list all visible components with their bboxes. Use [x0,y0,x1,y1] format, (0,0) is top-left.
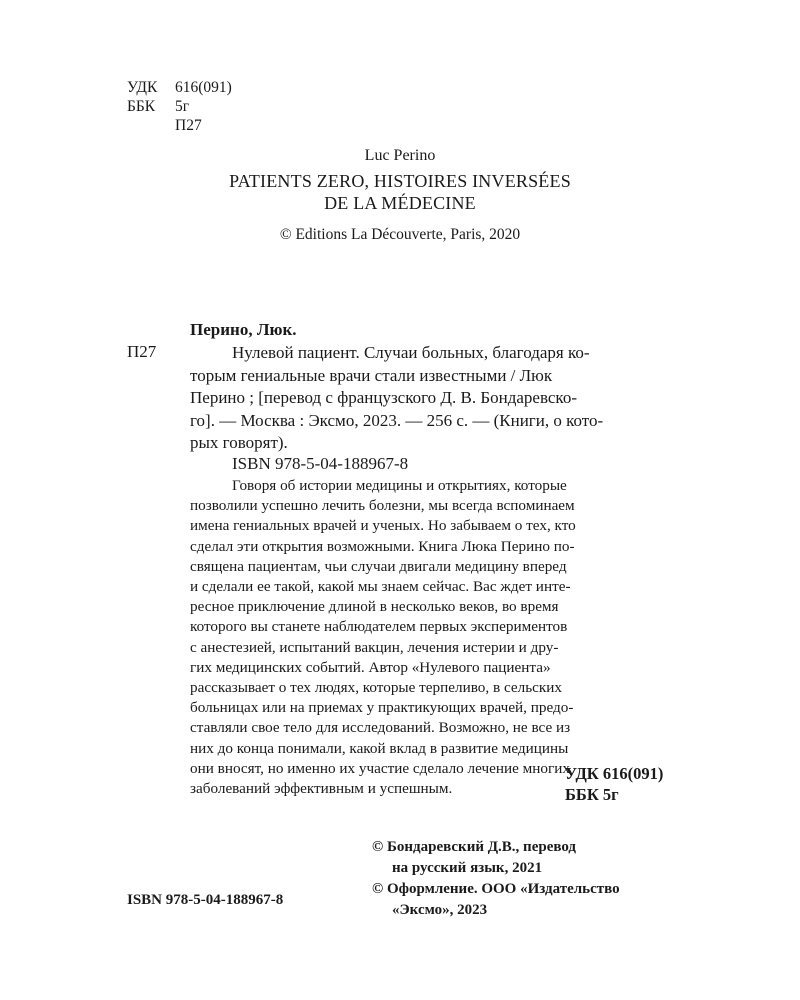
bbk-row [127,97,232,116]
annotation-line: сделал эти открытия возможными. Книга Люка Перино по- [190,537,575,555]
annotation [190,476,708,799]
original-title [0,170,800,214]
bib-line: Нулевой пациент. Случаи больных, благодаря ко- [232,343,590,362]
bib-line: торым гениальные врачи стали известными / Люк [190,365,553,385]
bbk-footer: ББК 5г [565,785,619,804]
annotation-line: ставляли свое тело для исследований. Возможно, не все из [190,719,571,737]
udk-row [127,78,232,97]
annotation-line: и сделали ее такой, какой мы знаем сейчас. Вас ждет инте- [190,578,571,596]
original-title-line-2: DE LA MÉDECINE [324,193,476,213]
original-copyright: © Editions La Découverte, Paris, 2020 [279,226,521,243]
annotation-line: гих медицинских событий. Автор «Нулевого пациента» [190,658,551,676]
udk-label: УДК [127,79,158,96]
bib-line: го]. — Москва : Эксмо, 2023. — 256 с. — (Книги, о кото- [190,410,604,430]
classification-footer [565,763,663,805]
bbk-label: ББК [127,98,156,115]
annotation-line: имена гениальных врачей и ученых. Но забываем о тех, кто [190,517,576,535]
copyright-block [372,837,620,921]
author-heading: Перино, Люк. [190,320,297,339]
original-author: Luc Perino [364,147,436,164]
annotation-line: с анестезией, испытаний вакцин, лечения истерии и дру- [190,638,559,656]
isbn-footer: ISBN 978-5-04-188967-8 [127,892,284,908]
udk-footer: УДК 616(091) [565,764,664,783]
annotation-line: больницах или на приемах у практикующих врачей, предо- [190,699,574,717]
author-mark-row [127,116,232,135]
isbn-record: ISBN 978-5-04-188967-8 [232,454,409,473]
bibliographic-description [190,342,708,455]
annotation-line: священа пациентам, чьи случаи двигали медицину вперед [190,557,567,575]
annotation-line: они вносят, но именно их участие сделало лечение многих [190,759,570,777]
author-mark: П27 [175,117,202,134]
annotation-line: которого вы станете наблюдателем первых экспериментов [190,618,568,636]
annotation-line: них до конца понимали, какой вклад в развитие медицины [190,739,569,757]
copyright-translation-line-1: © Бондаревский Д.В., перевод [372,839,577,855]
copyright-translation-line-2: на русский язык, 2021 [392,860,543,876]
classification-block [127,78,232,135]
bbk-value: 5г [175,98,190,115]
bib-line: Перино ; [перевод с французского Д. В. Бондаревско- [190,388,577,407]
bib-line: рых говорят). [190,433,288,452]
annotation-line: Говоря об истории медицины и открытиях, которые [232,477,567,494]
copyright-design-line-2: «Эксмо», 2023 [392,902,488,918]
annotation-line: заболеваний эффективным и успешным. [190,780,453,798]
author-mark-label: П27 [127,342,157,361]
copyright-design-line-1: © Оформление. ООО «Издательство [372,881,620,897]
original-title-line-1: PATIENTS ZERO, HISTOIRES INVERSÉES [229,171,571,191]
annotation-line: рассказывает о тех людях, которые терпеливо, в сельских [190,679,562,697]
udk-value: 616(091) [175,79,232,96]
annotation-line: позволили успешно лечить болезни, мы всегда вспоминаем [190,497,575,515]
annotation-line: ресное приключение длиной в несколько веков, во время [190,598,559,616]
